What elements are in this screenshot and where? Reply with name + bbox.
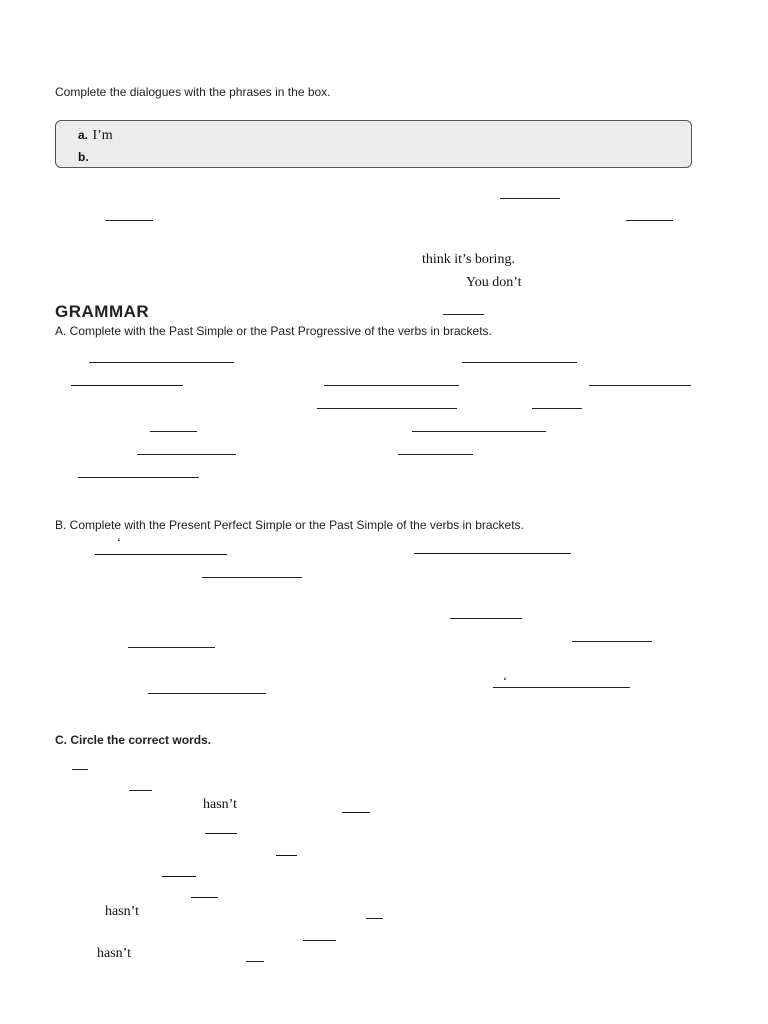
answer-blank[interactable] [317,408,457,409]
answer-blank[interactable] [246,961,264,962]
answer-blank[interactable] [589,385,691,386]
answer-blank[interactable] [95,554,227,555]
option-word[interactable]: hasn’t [203,797,237,812]
grammar-heading: GRAMMAR [55,302,150,321]
answer-blank[interactable] [162,876,196,877]
answer-blank[interactable] [72,769,88,770]
phrase-option-b [78,148,89,166]
answer-blank[interactable] [450,618,522,619]
phrase-box [55,120,692,168]
phrase-option-a-text: I’m [92,128,113,143]
answer-blank[interactable] [342,812,370,813]
answer-blank[interactable] [532,408,582,409]
answer-blank[interactable] [443,314,484,315]
answer-blank[interactable] [78,477,199,478]
answer-blank[interactable] [202,577,302,578]
answer-blank[interactable] [205,833,237,834]
answer-blank[interactable] [414,553,571,554]
answer-blank[interactable] [366,918,383,919]
answer-blank[interactable] [276,855,297,856]
answer-blank[interactable] [71,385,183,386]
answer-blank[interactable] [572,641,652,642]
answer-blank[interactable] [105,220,153,221]
phrase-option-b-letter: b. [78,150,89,164]
answer-blank[interactable] [493,687,630,688]
answer-blank[interactable] [137,454,236,455]
phrase-option-a [78,126,113,144]
option-word[interactable]: hasn’t [105,904,139,919]
answer-blank[interactable] [500,198,560,199]
section-a-instruction: A. Complete with the Past Simple or the Past Progressive of the verbs in brackets. [55,324,492,338]
quote-mark: ‘ [503,674,507,688]
answer-blank[interactable] [89,362,234,363]
quote-mark: ‘ [117,535,121,549]
answer-blank[interactable] [150,431,197,432]
answer-blank[interactable] [129,790,152,791]
answer-blank[interactable] [398,454,473,455]
answer-blank[interactable] [191,897,218,898]
dialogue-fragment: think it’s boring. [422,252,515,267]
answer-blank[interactable] [462,362,577,363]
dialogue-fragment: You don’t [466,275,522,290]
answer-blank[interactable] [148,693,266,694]
section-b-instruction: B. Complete with the Present Perfect Simple or the Past Simple of the verbs in brackets. [55,518,524,532]
answer-blank[interactable] [626,220,673,221]
section-c-instruction: C. Circle the correct words. [55,733,212,747]
phrase-option-a-letter: a. [78,128,89,142]
answer-blank[interactable] [128,647,215,648]
dialogues-instruction: Complete the dialogues with the phrases in the box. [55,85,331,99]
answer-blank[interactable] [303,940,336,941]
answer-blank[interactable] [412,431,546,432]
answer-blank[interactable] [324,385,459,386]
option-word[interactable]: hasn’t [97,946,131,961]
